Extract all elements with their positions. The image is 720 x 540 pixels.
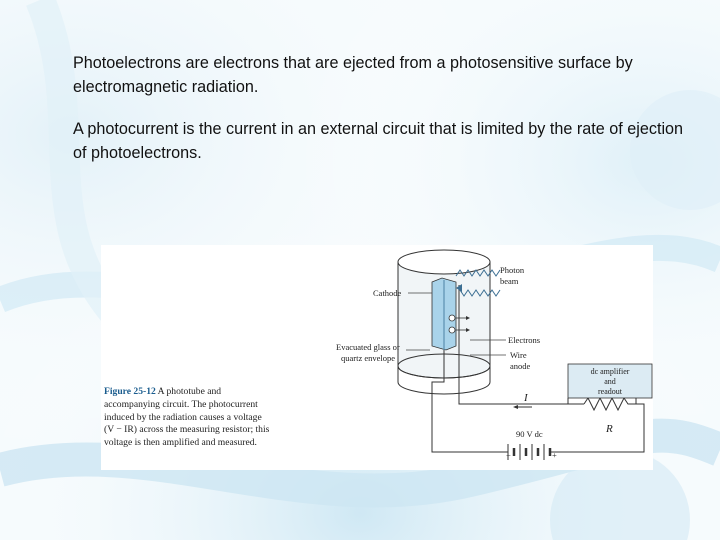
figure-caption-label: Figure 25-12 [104, 386, 156, 397]
label-current: I [524, 392, 528, 404]
label-amplifier: dc amplifier [590, 367, 630, 376]
label-cathode: Cathode [373, 288, 402, 298]
figure-caption-text: A phototube and accompanying circuit. The photocurrent induced by the radiation causes a voltage (V − IR) across the measuring resistor; this voltage is then amplified and measured. [104, 386, 270, 449]
label-electrons: Electrons [508, 335, 541, 345]
battery-symbol [508, 444, 556, 460]
label-wire-anode-2: anode [510, 361, 531, 371]
label-resistor: R [606, 423, 613, 435]
label-battery: 90 V dc [516, 429, 543, 439]
resistor-symbol [584, 398, 636, 410]
label-battery-plus: + [552, 450, 557, 460]
label-battery-minus: − [506, 450, 511, 460]
label-amplifier-3: readout [598, 387, 622, 396]
paragraph-photocurrent: A photocurrent is the current in an external circuit that is limited by the rate of ejection of photoelectrons. [73, 120, 684, 162]
label-amplifier-2: and [604, 377, 616, 386]
label-photon-beam: Photon [500, 265, 525, 275]
label-photon-beam-2: beam [500, 276, 519, 286]
label-envelope-2: quartz envelope [341, 353, 396, 363]
label-envelope: Evacuated glass or [336, 342, 400, 352]
current-arrow [513, 405, 532, 409]
label-wire-anode: Wire [510, 350, 527, 360]
paragraph-photoelectrons: Photoelectrons are electrons that are ejected from a photosensitive surface by electromagnetic radiation. [73, 54, 633, 96]
